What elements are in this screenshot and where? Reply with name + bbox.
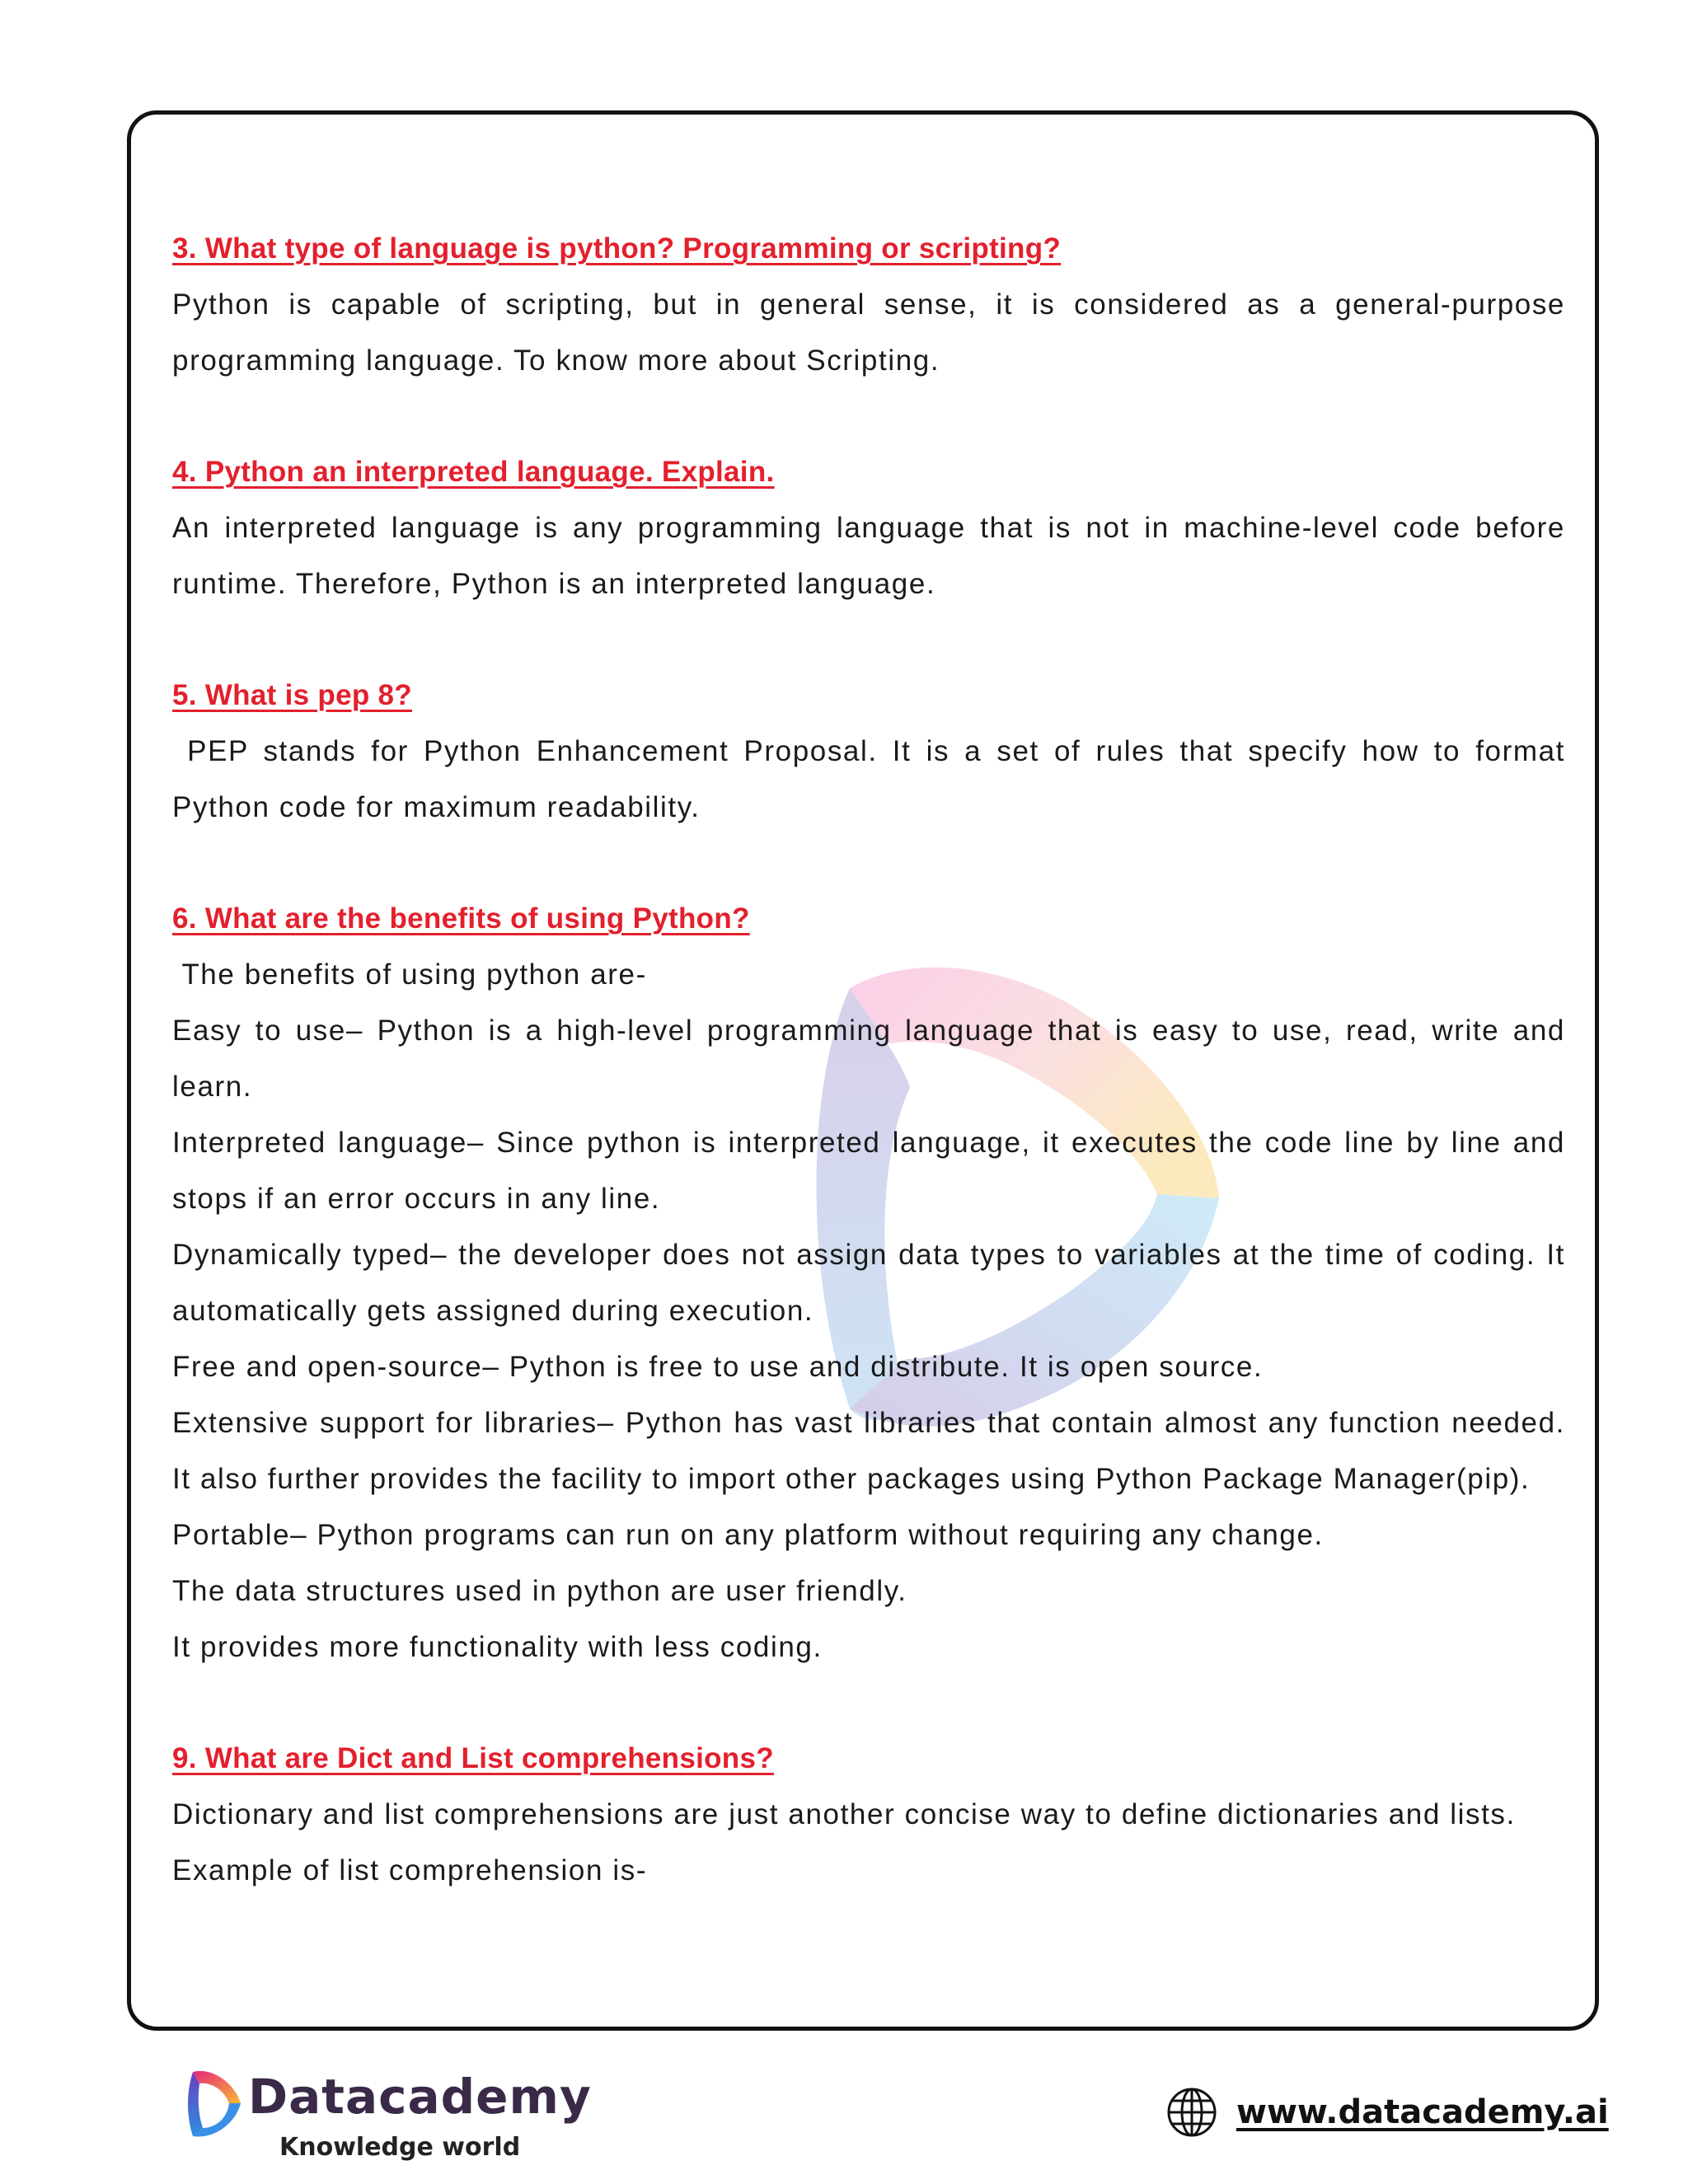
answer-paragraph: PEP stands for Python Enhancement Proposal. It is a set of rules that specify how to format Python code for maximum readability. xyxy=(172,735,1575,823)
benefit-portable: Portable– Python programs can run on any platform without requiring any change. xyxy=(172,1519,1324,1551)
answer-intro: The benefits of using python are- xyxy=(172,958,647,991)
website-link-group[interactable] xyxy=(1165,2083,1609,2141)
benefit-data-structures: The data structures used in python are user friendly. xyxy=(172,1575,907,1607)
question-heading: 6. What are the benefits of using Python? xyxy=(172,902,750,935)
website-link[interactable]: www.datacademy.ai xyxy=(1236,2093,1609,2131)
document-body xyxy=(172,221,1575,1954)
question-heading: 9. What are Dict and List comprehensions? xyxy=(172,1742,774,1774)
answer-paragraph: An interpreted language is any programming language that is not in machine-level code before runtime. Therefore, Python is an interpreted language. xyxy=(172,512,1565,600)
benefit-less-coding: It provides more functionality with less coding. xyxy=(172,1631,823,1663)
benefit-easy-to-use: Easy to use– Python is a high-level programming language that is easy to use, read, write and learn. xyxy=(172,1015,1565,1103)
answer-paragraph: Example of list comprehension is- xyxy=(172,1854,648,1886)
benefit-interpreted: Interpreted language– Since python is interpreted language, it executes the code line by line and stops if an error occurs in any line. xyxy=(172,1127,1565,1215)
question-heading: 4. Python an interpreted language. Explain. xyxy=(172,456,775,488)
globe-icon xyxy=(1165,2086,1218,2139)
qa-section-5 xyxy=(172,668,1575,836)
question-heading: 5. What is pep 8? xyxy=(172,679,412,711)
qa-section-3 xyxy=(172,221,1565,389)
datacademy-logo xyxy=(186,2060,592,2168)
logo-mark-icon xyxy=(186,2067,246,2141)
benefit-libraries: Extensive support for libraries– Python has vast libraries that contain almost any function needed. It also further provides the facility to import other packages using Python Package Manager(pip). xyxy=(172,1407,1565,1495)
brand-name: Datacademy xyxy=(248,2069,592,2125)
qa-section-6 xyxy=(172,891,1565,1675)
benefit-dynamically-typed: Dynamically typed– the developer does not assign data types to variables at the time of coding. It automatically gets assigned during execution. xyxy=(172,1239,1565,1327)
content-frame xyxy=(127,110,1599,2031)
brand-tagline: Knowledge world xyxy=(279,2133,521,2162)
benefit-open-source: Free and open-source– Python is free to use and distribute. It is open source. xyxy=(172,1351,1264,1383)
question-heading: 3. What type of language is python? Programming or scripting? xyxy=(172,232,1062,265)
answer-paragraph: Dictionary and list comprehensions are just another concise way to define dictionaries and lists. xyxy=(172,1798,1516,1830)
qa-section-9 xyxy=(172,1731,1565,1899)
answer-paragraph: Python is capable of scripting, but in general sense, it is considered as a general-purpose programming language. To know more about Scripting. xyxy=(172,288,1565,377)
qa-section-4 xyxy=(172,444,1565,612)
